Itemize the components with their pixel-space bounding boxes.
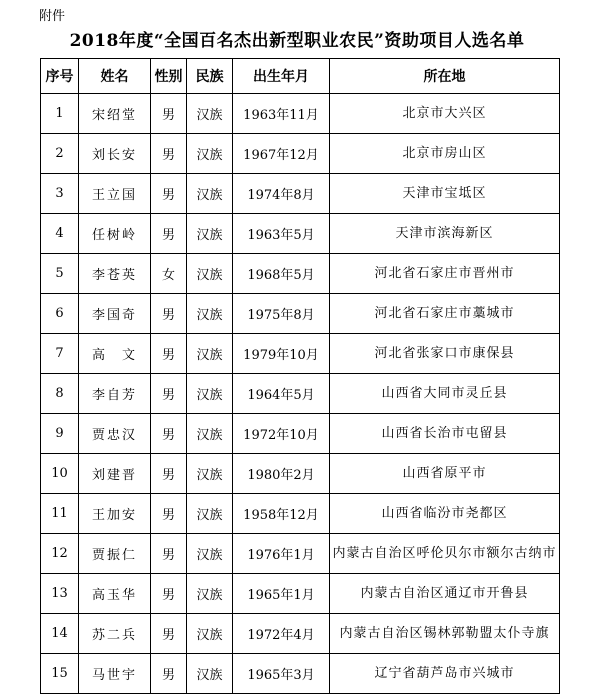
cell-ethnicity: 汉族 xyxy=(187,494,233,534)
cell-gender: 男 xyxy=(151,374,187,414)
cell-gender: 男 xyxy=(151,414,187,454)
cell-gender: 男 xyxy=(151,454,187,494)
cell-location: 河北省张家口市康保县 xyxy=(330,334,560,374)
cell-no: 13 xyxy=(41,574,79,614)
table-row xyxy=(41,454,560,494)
cell-no: 6 xyxy=(41,294,79,334)
cell-gender: 男 xyxy=(151,294,187,334)
cell-location: 山西省长治市屯留县 xyxy=(330,414,560,454)
cell-gender: 男 xyxy=(151,654,187,694)
cell-ethnicity: 汉族 xyxy=(187,334,233,374)
cell-name: 宋绍堂 xyxy=(79,94,151,134)
cell-no: 7 xyxy=(41,334,79,374)
cell-name: 任树岭 xyxy=(79,214,151,254)
cell-no: 1 xyxy=(41,94,79,134)
cell-birth: 1965年1月 xyxy=(233,574,330,614)
col-header-no: 序号 xyxy=(41,59,79,94)
cell-ethnicity: 汉族 xyxy=(187,294,233,334)
cell-no: 3 xyxy=(41,174,79,214)
table-row xyxy=(41,534,560,574)
table-row xyxy=(41,174,560,214)
cell-ethnicity: 汉族 xyxy=(187,654,233,694)
cell-birth: 1958年12月 xyxy=(233,494,330,534)
cell-ethnicity: 汉族 xyxy=(187,254,233,294)
cell-gender: 男 xyxy=(151,494,187,534)
cell-ethnicity: 汉族 xyxy=(187,374,233,414)
cell-location: 内蒙古自治区通辽市开鲁县 xyxy=(330,574,560,614)
attachment-label: 附件 xyxy=(39,9,66,24)
col-header-birth: 出生年月 xyxy=(233,59,330,94)
cell-gender: 男 xyxy=(151,334,187,374)
cell-birth: 1974年8月 xyxy=(233,174,330,214)
cell-ethnicity: 汉族 xyxy=(187,454,233,494)
cell-birth: 1963年5月 xyxy=(233,214,330,254)
table-row xyxy=(41,214,560,254)
cell-no: 14 xyxy=(41,614,79,654)
cell-name: 刘长安 xyxy=(79,134,151,174)
cell-name: 李自芳 xyxy=(79,374,151,414)
cell-no: 2 xyxy=(41,134,79,174)
cell-name: 王加安 xyxy=(79,494,151,534)
col-header-ethnicity: 民族 xyxy=(187,59,233,94)
cell-no: 11 xyxy=(41,494,79,534)
cell-location: 山西省原平市 xyxy=(330,454,560,494)
cell-name: 王立国 xyxy=(79,174,151,214)
cell-location: 北京市房山区 xyxy=(330,134,560,174)
cell-ethnicity: 汉族 xyxy=(187,574,233,614)
cell-no: 5 xyxy=(41,254,79,294)
document-title: 2018年度“全国百名杰出新型职业农民”资助项目人选名单 xyxy=(69,31,525,51)
cell-name: 高玉华 xyxy=(79,574,151,614)
cell-location: 辽宁省葫芦岛市兴城市 xyxy=(330,654,560,694)
table-row xyxy=(41,134,560,174)
cell-birth: 1976年1月 xyxy=(233,534,330,574)
col-header-name: 姓名 xyxy=(79,59,151,94)
table-row xyxy=(41,574,560,614)
cell-location: 天津市滨海新区 xyxy=(330,214,560,254)
cell-gender: 男 xyxy=(151,534,187,574)
table-row xyxy=(41,334,560,374)
cell-ethnicity: 汉族 xyxy=(187,214,233,254)
cell-birth: 1965年3月 xyxy=(233,654,330,694)
cell-ethnicity: 汉族 xyxy=(187,534,233,574)
cell-gender: 男 xyxy=(151,574,187,614)
cell-ethnicity: 汉族 xyxy=(187,414,233,454)
cell-location: 北京市大兴区 xyxy=(330,94,560,134)
cell-name: 贾振仁 xyxy=(79,534,151,574)
cell-no: 10 xyxy=(41,454,79,494)
cell-name: 苏二兵 xyxy=(79,614,151,654)
cell-birth: 1975年8月 xyxy=(233,294,330,334)
cell-location: 河北省石家庄市藁城市 xyxy=(330,294,560,334)
cell-birth: 1968年5月 xyxy=(233,254,330,294)
cell-birth: 1972年4月 xyxy=(233,614,330,654)
table-row xyxy=(41,374,560,414)
table-row xyxy=(41,414,560,454)
cell-no: 8 xyxy=(41,374,79,414)
cell-birth: 1972年10月 xyxy=(233,414,330,454)
cell-birth: 1979年10月 xyxy=(233,334,330,374)
cell-location: 内蒙古自治区锡林郭勒盟太仆寺旗 xyxy=(330,614,560,654)
roster-table xyxy=(40,58,560,694)
cell-gender: 男 xyxy=(151,134,187,174)
cell-ethnicity: 汉族 xyxy=(187,174,233,214)
cell-location: 山西省大同市灵丘县 xyxy=(330,374,560,414)
table-row xyxy=(41,94,560,134)
cell-no: 4 xyxy=(41,214,79,254)
table-row xyxy=(41,614,560,654)
cell-location: 内蒙古自治区呼伦贝尔市额尔古纳市 xyxy=(330,534,560,574)
cell-birth: 1980年2月 xyxy=(233,454,330,494)
cell-gender: 男 xyxy=(151,94,187,134)
cell-gender: 男 xyxy=(151,174,187,214)
cell-no: 15 xyxy=(41,654,79,694)
cell-name: 刘建晋 xyxy=(79,454,151,494)
cell-no: 9 xyxy=(41,414,79,454)
cell-name: 高 文 xyxy=(79,334,151,374)
header-row xyxy=(41,59,560,94)
cell-ethnicity: 汉族 xyxy=(187,94,233,134)
cell-birth: 1964年5月 xyxy=(233,374,330,414)
cell-gender: 男 xyxy=(151,614,187,654)
table-row xyxy=(41,254,560,294)
cell-gender: 男 xyxy=(151,214,187,254)
cell-location: 河北省石家庄市晋州市 xyxy=(330,254,560,294)
cell-name: 李苍英 xyxy=(79,254,151,294)
cell-ethnicity: 汉族 xyxy=(187,134,233,174)
cell-ethnicity: 汉族 xyxy=(187,614,233,654)
cell-birth: 1967年12月 xyxy=(233,134,330,174)
cell-name: 李国奇 xyxy=(79,294,151,334)
table-row xyxy=(41,494,560,534)
cell-birth: 1963年11月 xyxy=(233,94,330,134)
cell-gender: 女 xyxy=(151,254,187,294)
cell-name: 贾忠汉 xyxy=(79,414,151,454)
table-row xyxy=(41,654,560,694)
table-row xyxy=(41,294,560,334)
cell-location: 天津市宝坻区 xyxy=(330,174,560,214)
cell-no: 12 xyxy=(41,534,79,574)
roster-body xyxy=(41,94,560,694)
col-header-location: 所在地 xyxy=(330,59,560,94)
cell-name: 马世宇 xyxy=(79,654,151,694)
cell-location: 山西省临汾市尧都区 xyxy=(330,494,560,534)
col-header-gender: 性别 xyxy=(151,59,187,94)
